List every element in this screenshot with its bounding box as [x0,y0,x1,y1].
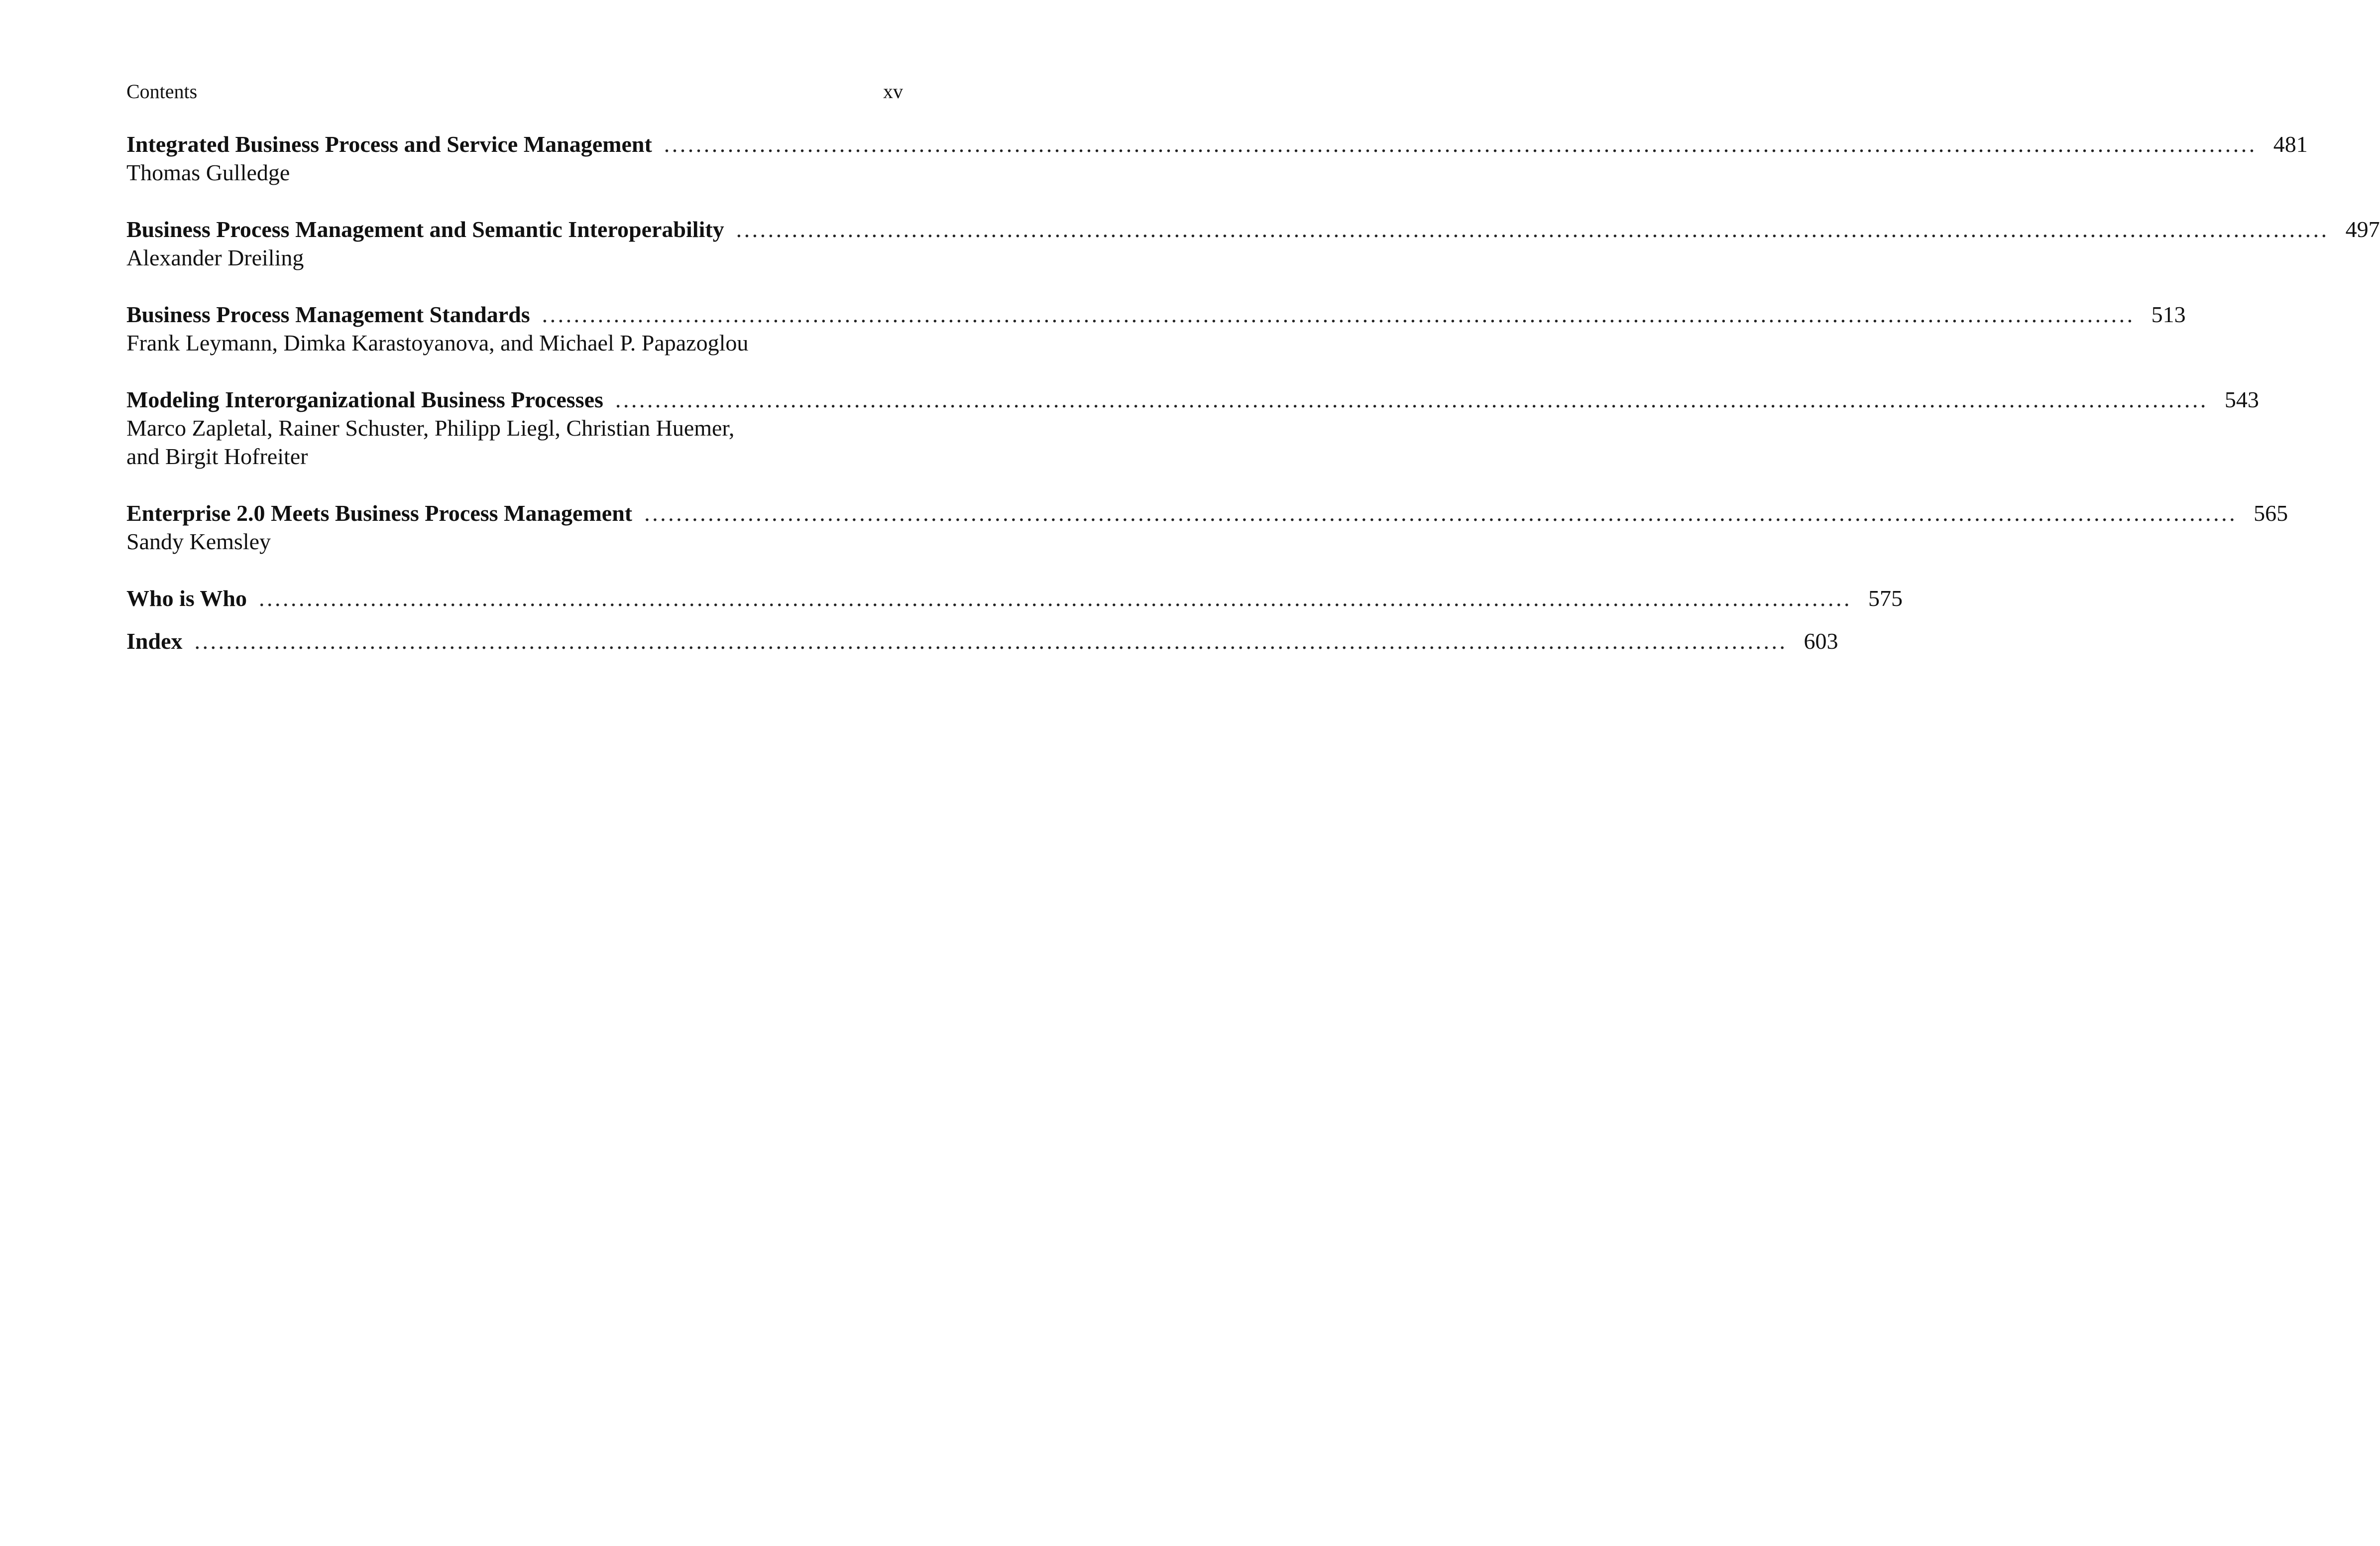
toc-entry-title[interactable]: Index [126,628,183,654]
toc-entry-page[interactable]: 543 [2224,387,2259,412]
dot-leader: ........................................................................................................................................................................................................ [615,387,2208,412]
toc-entry-integrated-bpm [126,130,2308,187]
dot-leader: ........................................................................................................................................................................................................ [194,628,1788,654]
toc-entry-semantic-interoperability [126,216,2380,272]
toc-entry-title-row [126,301,2186,329]
dot-leader: ........................................................................................................................................................................................................ [644,500,2238,526]
toc-entry-title[interactable]: Who is Who [126,586,247,611]
toc-entry-authors: Thomas Gulledge [126,160,290,185]
page-number-roman: xv [883,80,903,103]
toc-entry-page[interactable]: 497 [2345,217,2380,242]
toc-entry-title-row [126,627,1838,655]
toc-entry-page[interactable]: 481 [2273,131,2308,157]
dot-leader: ........................................................................................................................................................................................................ [736,217,2329,242]
toc-entry-index [126,627,1838,655]
toc-entry-authors-line: and Birgit Hofreiter [126,444,308,469]
toc-entry-bpm-standards [126,301,2186,357]
toc-entry-page[interactable]: 513 [2151,302,2186,327]
toc-entry-authors-line: Marco Zapletal, Rainer Schuster, Philipp Liegl, Christian Huemer, [126,415,735,441]
toc-entry-title[interactable]: Enterprise 2.0 Meets Business Process Management [126,500,633,526]
toc-entry-title[interactable]: Business Process Management Standards [126,302,530,327]
toc-entry-title-row [126,216,2380,243]
running-head [126,80,903,104]
toc-entry-authors: Frank Leymann, Dimka Karastoyanova, and Michael P. Papazoglou [126,330,749,356]
dot-leader: ........................................................................................................................................................................................................ [664,131,2257,157]
toc-page [126,80,2380,670]
toc-entry-authors: Alexander Dreiling [126,245,304,270]
toc-entry-title[interactable]: Modeling Interorganizational Business Processes [126,387,603,412]
toc-entry-title-row [126,499,2288,527]
toc-entry-authors: Sandy Kemsley [126,529,271,554]
dot-leader: ........................................................................................................................................................................................................ [542,302,2135,327]
toc-entry-page[interactable]: 575 [1868,586,1903,611]
toc-entry-interorganizational [126,386,2259,471]
toc-entry-page[interactable]: 565 [2254,500,2288,526]
toc-entry-title-row [126,130,2308,158]
toc-entry-title-row [126,386,2259,414]
toc-entry-title[interactable]: Integrated Business Process and Service Management [126,131,652,157]
toc-entry-title[interactable]: Business Process Management and Semantic Interoperability [126,217,724,242]
toc-entry-who-is-who [126,585,1903,612]
toc-entry-title-row [126,585,1903,612]
toc-entry-enterprise-2 [126,499,2288,556]
dot-leader: ........................................................................................................................................................................................................ [259,586,1852,611]
toc-entry-page[interactable]: 603 [1804,628,1838,654]
running-head-title: Contents [126,80,198,103]
